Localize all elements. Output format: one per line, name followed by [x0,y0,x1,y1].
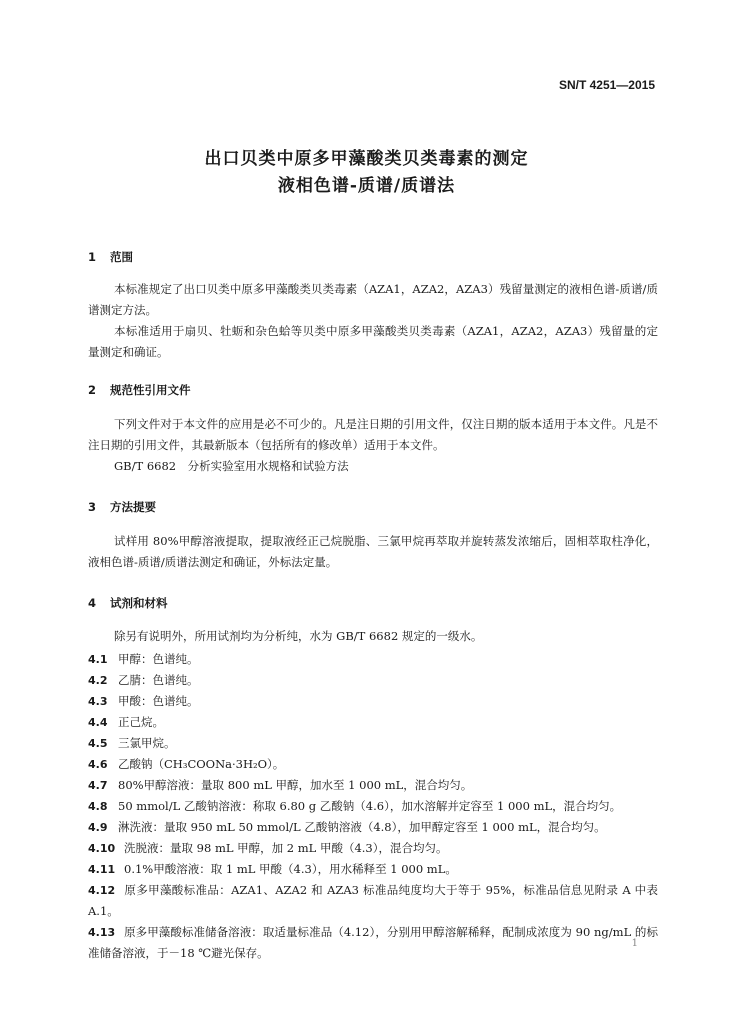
item-text: 乙腈：色谱纯。 [118,673,199,687]
section-title: 规范性引用文件 [110,383,191,397]
section-1-paragraph-2: 本标准适用于扇贝、牡蛎和杂色蛤等贝类中原多甲藻酸类贝类毒素（AZA1，AZA2，AZA3）残留量的定量测定和确证。 [88,324,658,359]
document-title-line1: 出口贝类中原多甲藻酸类贝类毒素的测定 [204,149,529,169]
list-item [88,775,658,796]
item-number: 4.9 [88,821,108,834]
list-item [88,838,658,859]
section-1-heading [88,249,133,265]
list-item [88,880,658,922]
item-text: 原多甲藻酸标准储备溶液：取适量标准品（4.12），分别用甲醇溶解稀释，配制成浓度为 90 ng/mL 的标准储备溶液，于－18 ℃避光保存。 [88,925,658,960]
section-number: 1 [88,250,97,264]
section-title: 方法提要 [110,500,156,514]
section-2-paragraph-1: 下列文件对于本文件的应用是必不可少的。凡是注日期的引用文件，仅注日期的版本适用于本文件。凡是不注日期的引用文件，其最新版本（包括所有的修改单）适用于本文件。 [88,417,658,452]
section-number: 3 [88,500,97,514]
item-text: 洗脱液：量取 98 mL 甲醇，加 2 mL 甲酸（4.3），混合均匀。 [124,841,448,855]
item-number: 4.12 [88,884,116,897]
item-text: 淋洗液：量取 950 mL 50 mmol/L 乙酸钠溶液（4.8），加甲醇定容至 1 000 mL，混合均匀。 [118,820,606,834]
section-2-heading [88,382,191,398]
section-4-heading [88,595,168,611]
item-text: 甲酸：色谱纯。 [118,694,199,708]
item-number: 4.4 [88,716,108,729]
list-item [88,691,658,712]
list-item [88,859,658,880]
item-number: 4.1 [88,653,108,666]
section-4-paragraph-1: 除另有说明外，所用试剂均为分析纯，水为 GB/T 6682 规定的一级水。 [114,629,483,643]
document-title-line2: 液相色谱-质谱/质谱法 [277,176,456,196]
list-item [88,922,658,964]
section-title: 范围 [110,250,133,264]
list-item [88,754,658,775]
section-number: 4 [88,596,97,610]
item-text: 0.1%甲酸溶液：取 1 mL 甲酸（4.3），用水稀释至 1 000 mL。 [124,862,457,876]
list-item [88,670,658,691]
section-title: 试剂和材料 [110,596,168,610]
item-text: 乙酸钠（CH₃COONa·3H₂O）。 [118,757,285,771]
item-number: 4.3 [88,695,108,708]
item-number: 4.5 [88,737,108,750]
item-number: 4.8 [88,800,108,813]
section-3-heading [88,499,156,515]
item-number: 4.10 [88,842,116,855]
page-number: 1 [631,938,638,949]
item-number: 4.6 [88,758,108,771]
item-text: 80%甲醇溶液：量取 800 mL 甲醇，加水至 1 000 mL，混合均匀。 [118,778,473,792]
item-number: 4.7 [88,779,108,792]
section-number: 2 [88,383,97,397]
item-text: 三氯甲烷。 [118,736,176,750]
list-item [88,649,658,670]
item-text: 甲醇：色谱纯。 [118,652,199,666]
list-item [88,817,658,838]
list-item [88,796,658,817]
section-2-reference: GB/T 6682 分析实验室用水规格和试验方法 [114,459,349,473]
standard-code: SN/T 4251—2015 [558,78,655,92]
item-text: 原多甲藻酸标准品：AZA1、AZA2 和 AZA3 标准品纯度均大于等于 95%，标准品信息见附录 A 中表 A.1。 [88,883,658,918]
item-text: 50 mmol/L 乙酸钠溶液：称取 6.80 g 乙酸钠（4.6），加水溶解并定容至 1 000 mL，混合均匀。 [118,799,622,813]
item-text: 正己烷。 [118,715,164,729]
list-item [88,712,658,733]
section-1-paragraph-1: 本标准规定了出口贝类中原多甲藻酸类贝类毒素（AZA1，AZA2，AZA3）残留量测定的液相色谱-质谱/质谱测定方法。 [88,282,658,317]
item-number: 4.11 [88,863,116,876]
item-number: 4.13 [88,926,116,939]
list-item [88,733,658,754]
item-number: 4.2 [88,674,108,687]
section-3-paragraph-1: 试样用 80%甲醇溶液提取，提取液经正己烷脱脂、三氯甲烷再萃取并旋转蒸发浓缩后，固相萃取柱净化，液相色谱-质谱/质谱法测定和确证，外标法定量。 [88,534,658,569]
